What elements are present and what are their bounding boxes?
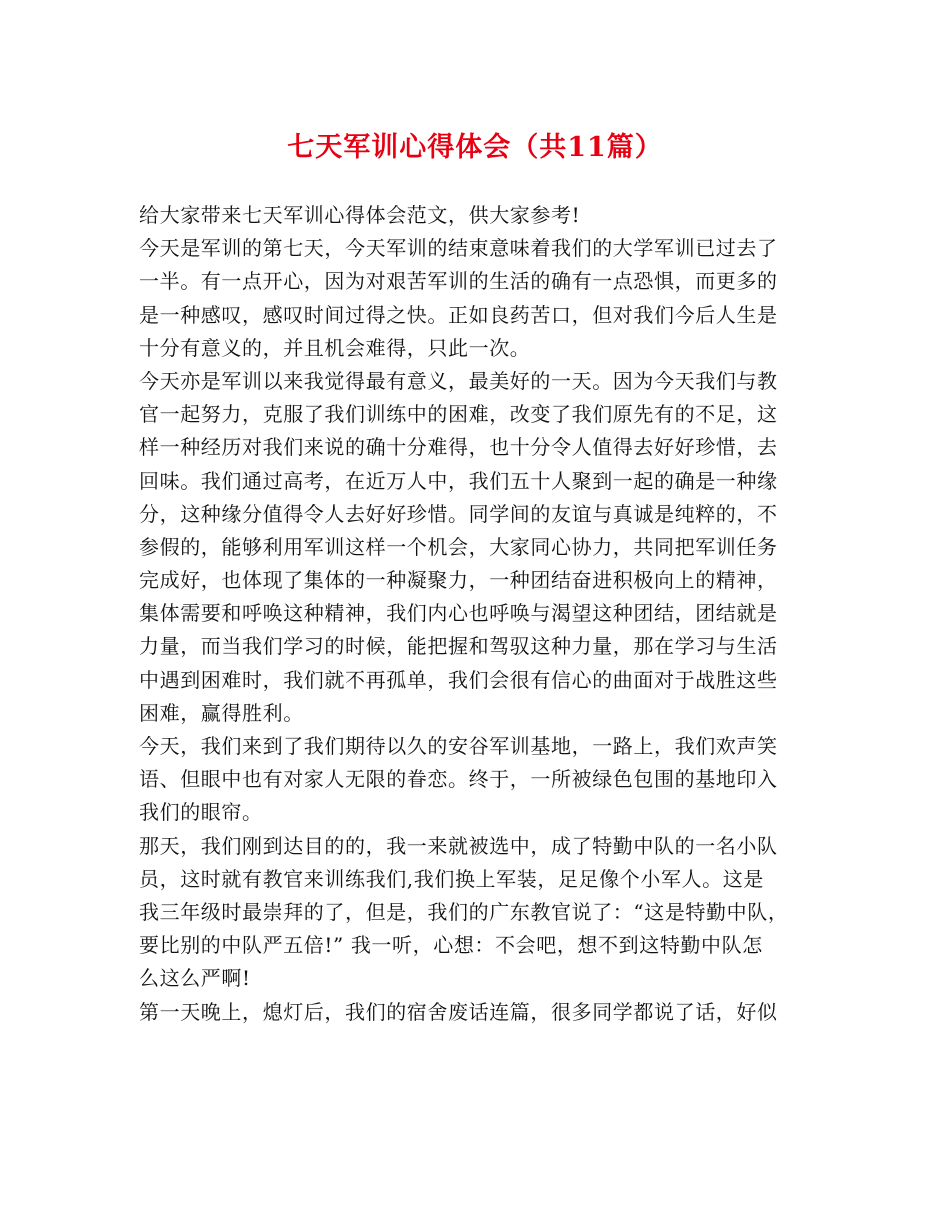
text-line: 我三年级时最崇拜的了，但是，我们的广东教官说了：“这是特勤中队， [139,899,789,924]
text-line: 今天是军训的第七天，今天军训的结束意味着我们的大学军训已过去了 [139,236,778,261]
text-line: 回味。我们通过高考，在近万人中，我们五十人聚到一起的确是一种缘 [139,468,778,493]
text-line: 给大家带来七天军训心得体会范文，供大家参考! [139,203,581,227]
text-line: 分，这种缘分值得令人去好好珍惜。同学间的友谊与真诚是纯粹的，不 [139,501,778,526]
text-line: 完成好，也体现了集体的一种凝聚力，一种团结奋进积极向上的精神， [139,568,778,593]
text-line: 十分有意义的，并且机会难得，只此一次。 [139,335,531,360]
text-line: 那天，我们刚到达目的的，我一来就被选中，成了特勤中队的一名小队 [139,833,778,858]
text-line: 我们的眼帘。 [139,800,263,825]
text-line: 今天亦是军训以来我觉得最有意义，最美好的一天。因为今天我们与教 [139,368,778,393]
text-line: 是一种感叹，感叹时间过得之快。正如良药苦口，但对我们今后人生是 [139,302,778,327]
text-line: 样一种经历对我们来说的确十分难得，也十分令人值得去好好珍惜，去 [139,435,778,460]
text-line: 么这么严啊! [139,966,251,991]
text-line: 一半。有一点开心，因为对艰苦军训的生活的确有一点恐惧，而更多的 [139,269,778,294]
text-line: 集体需要和呼唤这种精神，我们内心也呼唤与渴望这种团结，团结就是 [139,601,778,626]
text-line: 官一起努力，克服了我们训练中的困难，改变了我们原先有的不足，这 [139,402,778,427]
document-body [139,199,829,1029]
text-line: 参假的，能够利用军训这样一个机会，大家同心协力，共同把军训任务 [139,534,778,559]
text-line: 中遇到困难时，我们就不再孤单，我们会很有信心的曲面对于战胜这些 [139,667,778,692]
text-line: 今天，我们来到了我们期待以久的安谷军训基地，一路上，我们欢声笑 [139,734,778,758]
text-line: 要比别的中队严五倍!” 我一听，心想：不会吧，想不到这特勤中队怎 [139,933,763,958]
document-title: 七天军训心得体会（共11篇） [287,132,663,163]
text-line: 力量，而当我们学习的时候，能把握和驾驭这种力量，那在学习与生活 [139,634,778,659]
text-line: 第一天晚上，熄灯后，我们的宿舍废话连篇，很多同学都说了话，好似 [139,999,778,1024]
text-line: 员，这时就有教官来训练我们,我们换上军装，足足像个小军人。这是 [139,866,764,891]
text-line: 语、但眼中也有对家人无限的眷恋。终于，一所被绿色包围的基地印入 [139,767,778,792]
text-line: 困难，赢得胜利。 [139,700,304,725]
